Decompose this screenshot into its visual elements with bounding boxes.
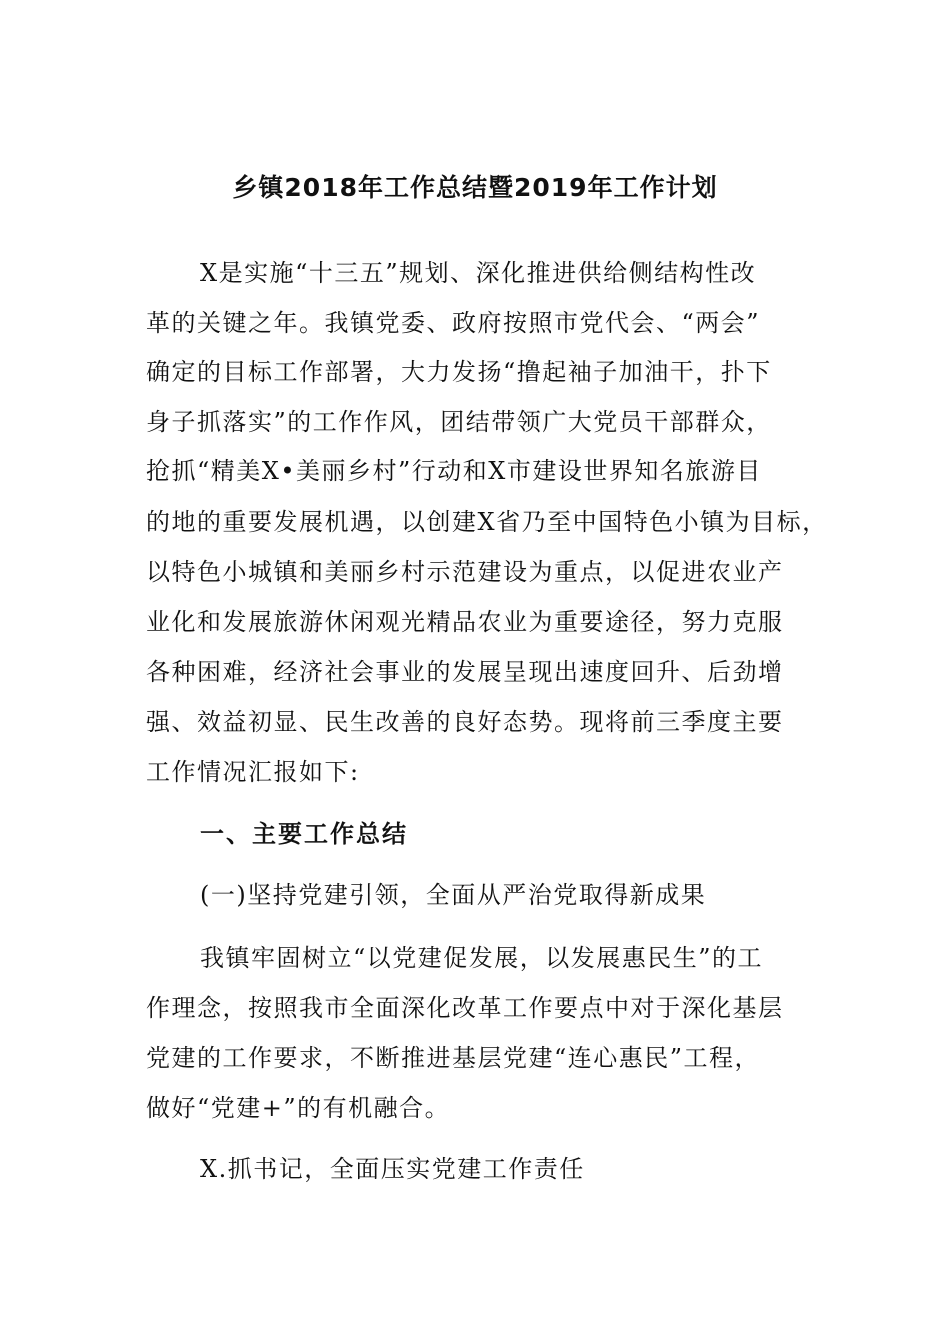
- document-title: 乡镇2018年工作总结暨2019年工作计划: [232, 173, 718, 202]
- intro-line: 各种困难，经济社会事业的发展呈现出速度回升、后劲增: [146, 658, 784, 686]
- intro-line: 身子抓落实”的工作作风，团结带领广大党员干部群众，: [146, 408, 772, 436]
- paragraph-line: 作理念，按照我市全面深化改革工作要点中对于深化基层: [146, 994, 784, 1022]
- intro-line: 抢抓“精美X•美丽乡村”行动和X市建设世界知名旅游目: [146, 457, 762, 485]
- paragraph-line: 党建的工作要求，不断推进基层党建“连心惠民”工程，: [146, 1044, 761, 1072]
- intro-line: 以特色小城镇和美丽乡村示范建设为重点，以促进农业产: [146, 558, 784, 586]
- intro-line: X是实施“十三五”规划、深化推进供给侧结构性改: [200, 259, 757, 287]
- item-heading: X.抓书记，全面压实党建工作责任: [200, 1155, 585, 1183]
- subsection-heading: (一)坚持党建引领，全面从严治党取得新成果: [200, 881, 707, 909]
- intro-line: 的地的重要发展机遇，以创建X省乃至中国特色小镇为目标，: [146, 508, 828, 536]
- paragraph-line: 我镇牢固树立“以党建促发展，以发展惠民生”的工: [200, 944, 764, 972]
- section-heading: 一、主要工作总结: [200, 820, 408, 848]
- intro-line: 强、效益初显、民生改善的良好态势。现将前三季度主要: [146, 708, 784, 736]
- paragraph-line: 做好“党建+”的有机融合。: [146, 1094, 451, 1122]
- intro-line: 确定的目标工作部署，大力发扬“撸起袖子加油干，扑下: [146, 358, 772, 386]
- intro-line: 革的关键之年。我镇党委、政府按照市党代会、“两会”: [146, 309, 761, 337]
- intro-line: 工作情况汇报如下:: [146, 758, 360, 786]
- intro-line: 业化和发展旅游休闲观光精品农业为重要途径，努力克服: [146, 608, 784, 636]
